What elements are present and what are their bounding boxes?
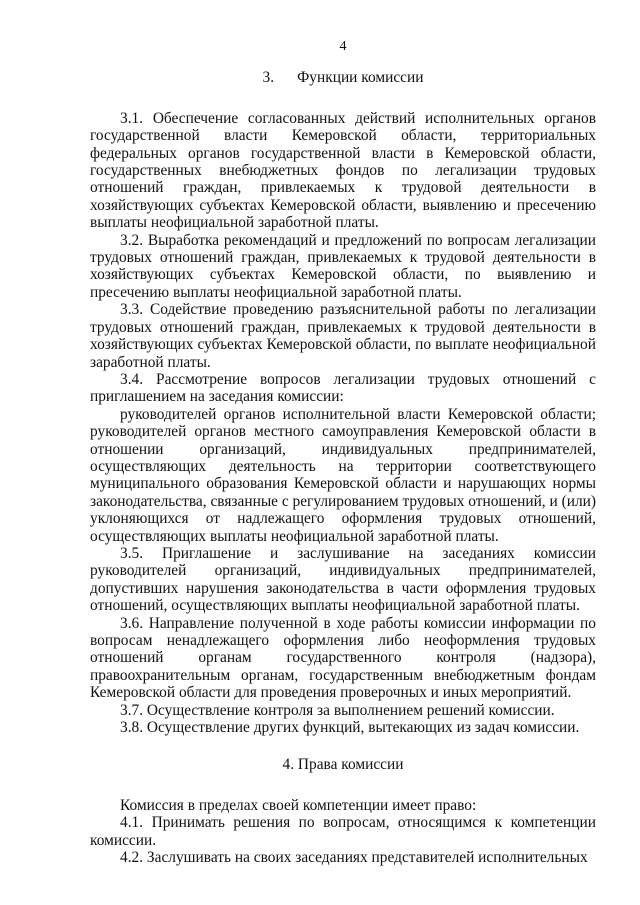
section-4-heading: 4. Права комиссии — [282, 756, 404, 774]
item-3-6: 3.6. Направление полученной в ходе работы комиссии информации по вопросам ненадлежащего оформления либо неоформления трудовых отношений органам государственного контроля (надзора), правоохранительным органам, государственным внебюджетным фондам Кемеровской области для проведения проверочных и иных мероприятий. — [90, 614, 596, 702]
section-3-heading: 3. Функции комиссии — [262, 69, 424, 87]
page-number: 4 — [339, 39, 347, 54]
item-4-2: 4.2. Заслушивать на своих заседаниях представителей исполнительных — [120, 849, 588, 867]
item-3-5: 3.5. Приглашение и заслушивание на заседаниях комиссии руководителей организаций, индивидуальных предпринимателей, допустивших нарушения законодательства в части оформления трудовых отношений, осуществляющих выплаты неофициальной заработной платы. — [90, 544, 596, 615]
section-4-intro: Комиссия в пределах своей компетенции имеет право: — [120, 796, 477, 814]
item-3-8: 3.8. Осуществление других функций, вытекающих из задач комиссии. — [120, 719, 580, 737]
item-3-4: 3.4. Рассмотрение вопросов легализации трудовых отношений с приглашением на заседания комиссии: — [90, 370, 596, 406]
item-3-2: 3.2. Выработка рекомендаций и предложений по вопросам легализации трудовых отношений граждан, привлекаемых к трудовой деятельности в хозяйствующих субъектах Кемеровской области, по выявлению и пресечению выплаты неофициальной заработной платы. — [90, 231, 596, 301]
item-4-1: 4.1. Принимать решения по вопросам, относящимся к компетенции комиссии. — [90, 814, 596, 849]
item-3-1: 3.1. Обеспечение согласованных действий исполнительных органов государственной власти Кемеровской области, территориальных федеральных органов государственной власти в Кемеровской области, государственных внебюджетных фондов по легализации трудовых отношений граждан, привлекаемых к трудовой деятельности в хозяйствующих субъектах Кемеровской области, выявлению и пресечению выплаты неофициальной заработной платы. — [90, 109, 596, 232]
item-3-7: 3.7. Осуществление контроля за выполнением решений комиссии. — [120, 701, 555, 719]
item-3-3: 3.3. Содействие проведению разъяснительной работы по легализации трудовых отношений граждан, привлекаемых к трудовой деятельности в хозяйствующих субъектах Кемеровской области, по выплате неофициальной заработной платы. — [90, 301, 596, 371]
item-3-4-detail: руководителей органов исполнительной власти Кемеровской области; руководителей органов местного самоуправления Кемеровской области в отношении организаций, индивидуальных предпринимателей, осуществляющих деятельность на территории соответствующего муниципального образования Кемеровской области и нарушающих нормы законодательства, связанные с регулированием трудовых отношений, и (или) уклоняющихся от надлежащего оформления трудовых отношений, осуществляющих выплаты неофициальной заработной платы. — [90, 405, 596, 545]
document-page — [90, 38, 596, 866]
